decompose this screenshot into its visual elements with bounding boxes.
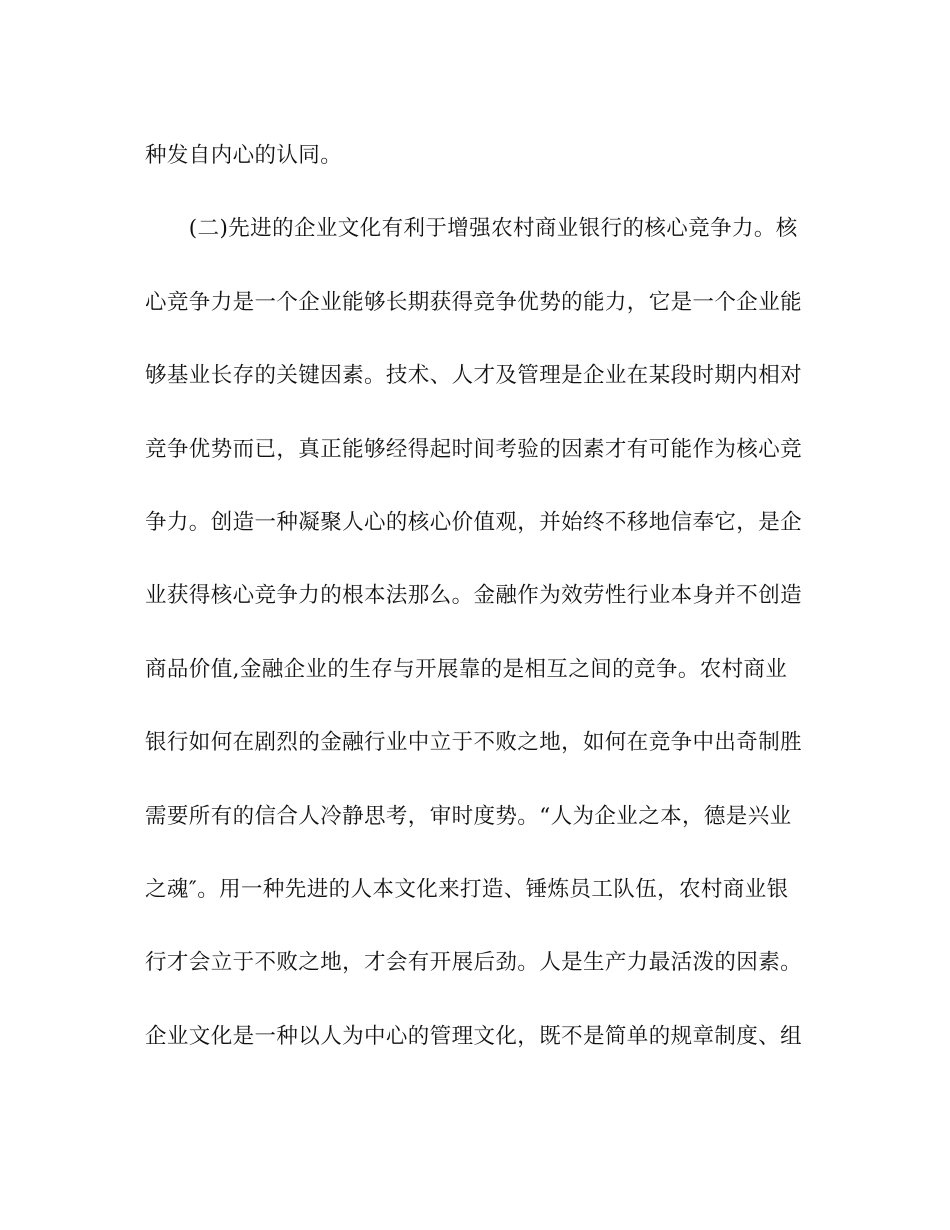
text-line: 之魂″。用一种先进的人本文化来打造、锤炼员工队伍，农村商业银 [145, 876, 789, 902]
text-line: 银行如何在剧烈的金融行业中立于不败之地，如何在竞争中出奇制胜 [145, 730, 803, 756]
text-line: 争力。创造一种凝聚人心的核心价值观，并始终不移地信奉它，是企 [145, 509, 803, 535]
body-text [145, 132, 825, 1086]
text-line: 业获得核心竞争力的根本法那么。金融作为效劳性行业本身并不创造 [145, 583, 803, 609]
text-line: (二)先进的企业文化有利于增强农村商业银行的核心竞争力。核 [145, 216, 798, 242]
text-line: 心竞争力是一个企业能够长期获得竞争优势的能力，它是一个企业能 [145, 289, 803, 315]
text-line: 行才会立于不败之地，才会有开展后劲。人是生产力最活泼的因素。 [145, 950, 803, 976]
text-line: 需要所有的信合人冷静思考，审时度势。“人为企业之本，德是兴业 [145, 803, 792, 829]
text-line: 种发自内心的认同。 [145, 143, 343, 168]
text-line: 竞争优势而已，真正能够经得起时间考验的因素才有可能作为核心竞 [145, 436, 803, 462]
text-line: 企业文化是一种以人为中心的管理文化，既不是简单的规章制度、组 [145, 1023, 803, 1049]
text-line: 够基业长存的关键因素。技术、人才及管理是企业在某段时期内相对 [145, 363, 803, 389]
text-line: 商品价值,金融企业的生存与开展靠的是相互之间的竞争。农村商业 [145, 656, 788, 682]
